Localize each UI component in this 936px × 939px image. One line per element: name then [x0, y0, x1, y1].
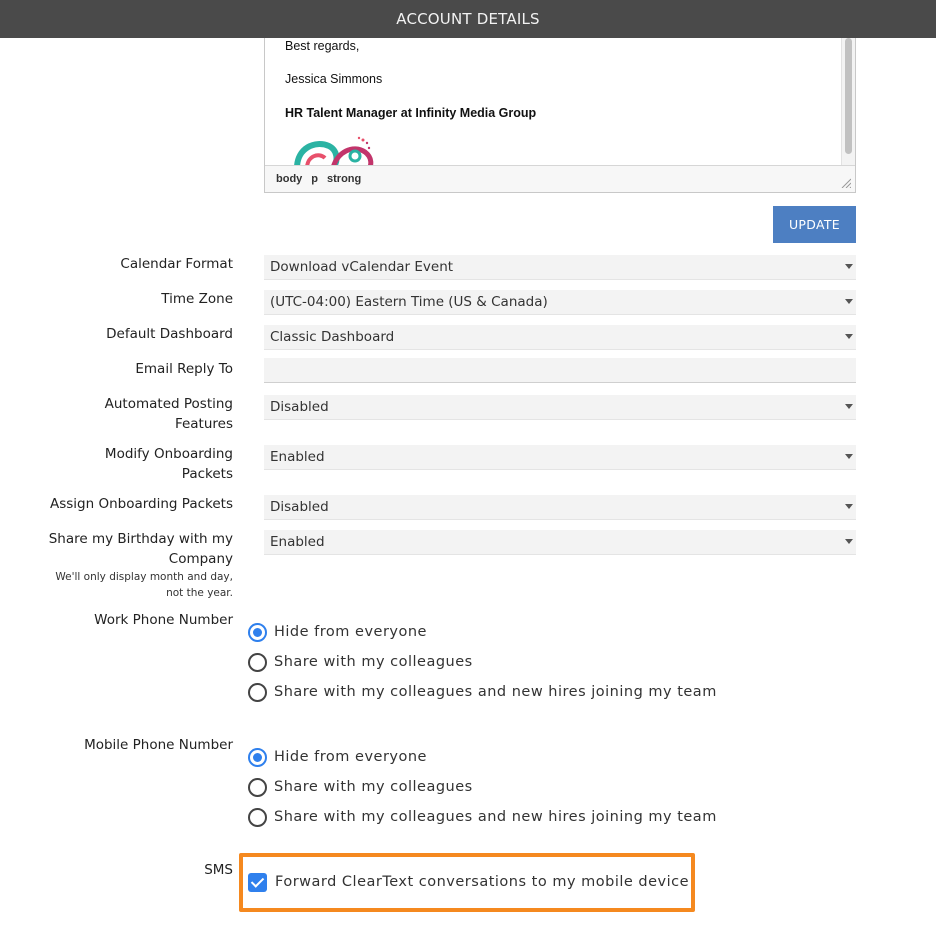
- chevron-down-icon: [845, 334, 853, 339]
- work-phone-label: Work Phone Number: [94, 612, 233, 628]
- modify-onboarding-label-line2: Packets: [181, 466, 233, 482]
- share-birthday-value: Enabled: [270, 534, 325, 550]
- automated-posting-label-line2: Features: [174, 416, 233, 432]
- resize-grip-icon[interactable]: [841, 178, 851, 188]
- mobile-phone-option-hide-label: Hide from everyone: [274, 749, 427, 765]
- sms-forward-label: Forward ClearText conversations to my mobile device: [275, 874, 690, 890]
- work-phone-option-colleagues-label: Share with my colleagues: [274, 654, 473, 670]
- window-title: ACCOUNT DETAILS: [0, 0, 936, 38]
- share-birthday-select[interactable]: [264, 530, 856, 555]
- editor-content[interactable]: [265, 38, 855, 165]
- mobile-phone-option-colleagues-new-hires[interactable]: [248, 806, 717, 828]
- share-birthday-note-line2: not the year.: [166, 587, 233, 599]
- checkbox-checked-icon[interactable]: [248, 873, 267, 892]
- modify-onboarding-label: [105, 444, 233, 484]
- share-birthday-label: [49, 529, 233, 569]
- radio-selected-icon[interactable]: [248, 748, 267, 767]
- radio-unselected-icon[interactable]: [248, 778, 267, 797]
- update-button[interactable]: UPDATE: [773, 206, 856, 243]
- work-phone-option-hide[interactable]: [248, 621, 427, 643]
- time-zone-label: Time Zone: [161, 291, 233, 307]
- chevron-down-icon: [845, 539, 853, 544]
- sms-label: SMS: [204, 862, 233, 878]
- automated-posting-label-line1: Automated Posting: [104, 396, 233, 412]
- chevron-down-icon: [845, 504, 853, 509]
- assign-onboarding-label: Assign Onboarding Packets: [49, 496, 233, 512]
- assign-onboarding-select[interactable]: [264, 495, 856, 520]
- share-birthday-note: [55, 569, 233, 601]
- editor-scrollbar[interactable]: [841, 38, 855, 165]
- default-dashboard-label: Default Dashboard: [106, 326, 233, 342]
- automated-posting-label: [105, 394, 233, 434]
- mobile-phone-option-hide[interactable]: [248, 746, 427, 768]
- radio-unselected-icon[interactable]: [248, 683, 267, 702]
- editor-element-path: [265, 165, 855, 192]
- mobile-phone-option-colleagues-label: Share with my colleagues: [274, 779, 473, 795]
- work-phone-option-colleagues-new-hires[interactable]: [248, 681, 717, 703]
- mobile-phone-label: Mobile Phone Number: [84, 737, 233, 753]
- mobile-phone-option-colleagues[interactable]: [248, 776, 473, 798]
- company-logo-image: [293, 134, 377, 165]
- signature-line-name: Jessica Simmons: [285, 72, 383, 86]
- signature-editor[interactable]: [264, 38, 856, 193]
- assign-onboarding-value: Disabled: [270, 499, 329, 515]
- calendar-format-label: Calendar Format: [120, 256, 233, 272]
- calendar-format-value: Download vCalendar Event: [270, 259, 454, 275]
- radio-selected-icon[interactable]: [248, 623, 267, 642]
- work-phone-option-hide-label: Hide from everyone: [274, 624, 427, 640]
- path-item-p[interactable]: p: [311, 173, 319, 185]
- time-zone-value: (UTC-04:00) Eastern Time (US & Canada): [270, 294, 548, 310]
- default-dashboard-select[interactable]: [264, 325, 856, 350]
- modify-onboarding-select[interactable]: [264, 445, 856, 470]
- path-item-strong[interactable]: strong: [327, 173, 362, 185]
- signature-line-closing: Best regards,: [285, 39, 360, 53]
- mobile-phone-option-colleagues-new-hires-label: Share with my colleagues and new hires joining my team: [274, 809, 717, 825]
- signature-line-title: HR Talent Manager at Infinity Media Group: [285, 106, 537, 120]
- chevron-down-icon: [845, 264, 853, 269]
- email-reply-to-label: Email Reply To: [135, 361, 233, 377]
- automated-posting-select[interactable]: [264, 395, 856, 420]
- time-zone-select[interactable]: [264, 290, 856, 315]
- chevron-down-icon: [845, 454, 853, 459]
- modify-onboarding-label-line1: Modify Onboarding: [104, 446, 233, 462]
- radio-unselected-icon[interactable]: [248, 653, 267, 672]
- default-dashboard-value: Classic Dashboard: [270, 329, 395, 345]
- sms-forward-option[interactable]: [248, 871, 689, 893]
- automated-posting-value: Disabled: [270, 399, 329, 415]
- share-birthday-label-line2: Company: [168, 551, 233, 567]
- calendar-format-select[interactable]: [264, 255, 856, 280]
- editor-scrollbar-thumb[interactable]: [845, 38, 852, 154]
- share-birthday-note-line1: We'll only display month and day,: [55, 571, 233, 583]
- chevron-down-icon: [845, 404, 853, 409]
- radio-unselected-icon[interactable]: [248, 808, 267, 827]
- path-item-body[interactable]: body: [276, 173, 303, 185]
- chevron-down-icon: [845, 299, 853, 304]
- modify-onboarding-value: Enabled: [270, 449, 325, 465]
- work-phone-option-colleagues-new-hires-label: Share with my colleagues and new hires joining my team: [274, 684, 717, 700]
- work-phone-option-colleagues[interactable]: [248, 651, 473, 673]
- email-reply-to-input[interactable]: [264, 358, 856, 383]
- share-birthday-label-line1: Share my Birthday with my: [48, 531, 233, 547]
